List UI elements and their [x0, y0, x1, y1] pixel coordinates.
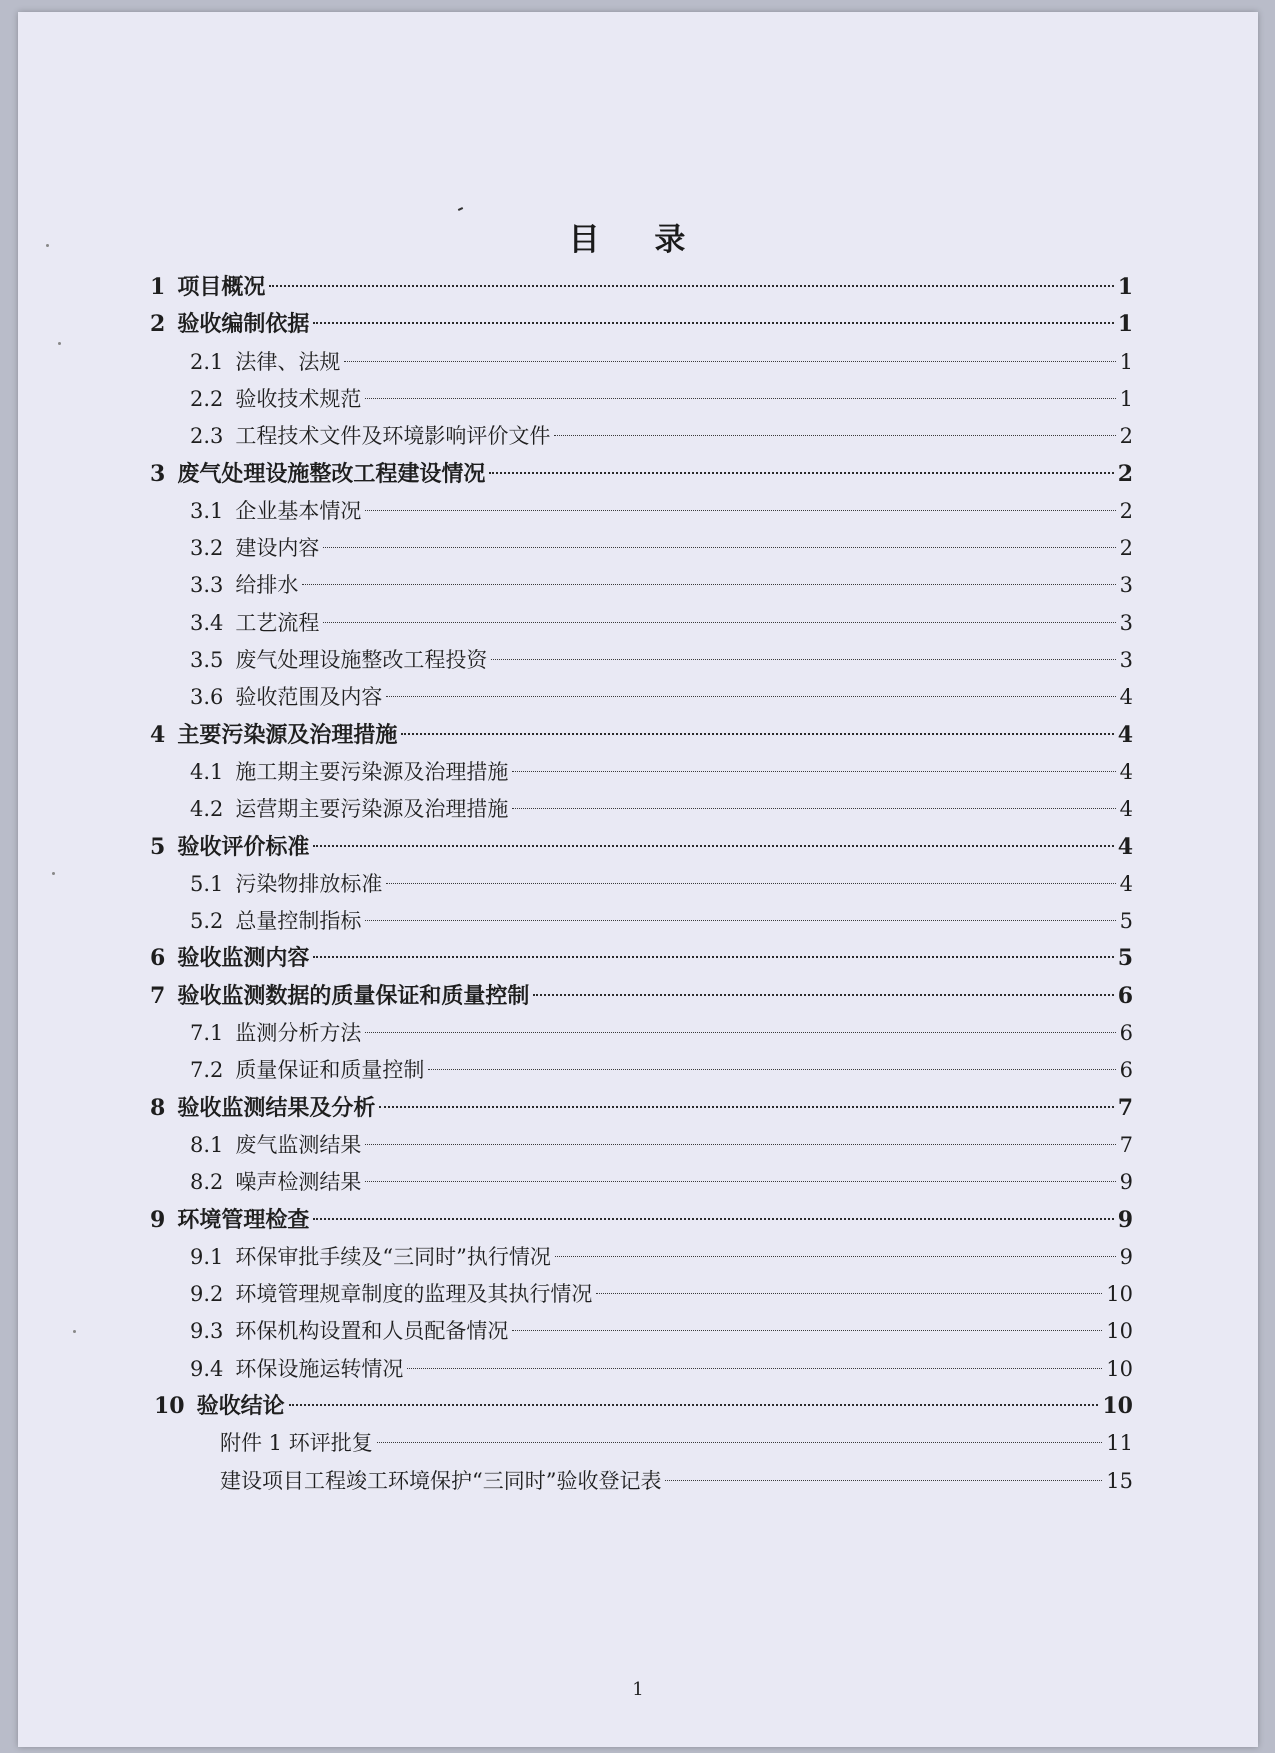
toc-entry-page: 2	[1117, 461, 1133, 487]
toc-entry-number: 4.1	[190, 760, 224, 784]
toc-entry-number: 2	[150, 311, 166, 337]
toc-entry	[190, 1016, 1133, 1050]
toc-entry-number: 9.3	[190, 1319, 224, 1343]
toc-entry-page: 3	[1119, 648, 1133, 672]
toc-entry-number: 3.2	[190, 536, 224, 560]
toc-entry-number: 9	[150, 1207, 166, 1233]
dot-leader	[512, 771, 1115, 772]
dot-leader	[512, 1330, 1102, 1331]
toc-entry-label: 建设内容	[235, 536, 320, 560]
toc-entry-label: 污染物排放标准	[235, 872, 383, 896]
toc-entry-number: 2.3	[190, 424, 224, 448]
toc-title: 目 录	[568, 222, 708, 258]
toc-entry	[190, 643, 1133, 677]
toc-entry-number: 4	[150, 722, 166, 748]
toc-entry	[190, 1314, 1133, 1348]
toc-entry-number: 6	[150, 945, 166, 971]
toc-entry-label: 运营期主要污染源及治理措施	[235, 797, 509, 821]
dot-leader	[323, 622, 1115, 623]
toc-entry-label: 总量控制指标	[235, 909, 362, 933]
toc-entry-label: 废气处理设施整改工程建设情况	[177, 461, 486, 487]
toc-entry-label: 工程技术文件及环境影响评价文件	[235, 424, 551, 448]
dot-leader	[386, 696, 1115, 697]
toc-entry-number: 10	[154, 1393, 185, 1419]
toc-entry-label: 给排水	[235, 573, 299, 597]
toc-entry-number: 4.2	[190, 797, 224, 821]
dot-leader	[533, 994, 1113, 996]
toc-entry	[150, 1203, 1133, 1237]
toc-entry-label: 废气监测结果	[235, 1133, 362, 1157]
toc-entry-page: 1	[1117, 274, 1133, 300]
toc-entry-label: 环保设施运转情况	[235, 1357, 404, 1381]
toc-entry-page: 3	[1119, 573, 1133, 597]
toc-entry-page: 10	[1102, 1393, 1133, 1419]
dot-leader	[491, 659, 1115, 660]
toc-entry-number: 7.2	[190, 1058, 224, 1082]
toc-entry-page: 9	[1119, 1170, 1133, 1194]
toc-entry	[150, 941, 1133, 975]
toc-entry	[190, 792, 1133, 826]
dot-leader	[386, 883, 1115, 884]
toc-entry	[190, 531, 1133, 565]
toc-entry-number: 8	[150, 1095, 166, 1121]
dot-leader	[302, 584, 1115, 585]
scan-speck	[58, 342, 61, 345]
dot-leader	[555, 1256, 1116, 1257]
toc-entry-label: 环境管理检查	[177, 1207, 310, 1233]
dot-leader	[489, 472, 1113, 474]
toc-entry-page: 6	[1117, 983, 1133, 1009]
toc-entry-number: 3.5	[190, 648, 224, 672]
toc-entry-page: 3	[1119, 611, 1133, 635]
toc-entry-page: 1	[1119, 350, 1133, 374]
toc-entry-label: 质量保证和质量控制	[235, 1058, 425, 1082]
toc-entry-page: 2	[1119, 499, 1133, 523]
dot-leader	[428, 1069, 1115, 1070]
toc-entry-number: 5.1	[190, 872, 224, 896]
dot-leader	[512, 808, 1115, 809]
toc-entry	[190, 1053, 1133, 1087]
toc-entry-label: 附件 1 环评批复	[220, 1431, 373, 1455]
toc-entry-page: 4	[1119, 797, 1133, 821]
toc-entry-label: 环境管理规章制度的监理及其执行情况	[235, 1282, 593, 1306]
toc-entry-label: 噪声检测结果	[235, 1170, 362, 1194]
toc-entry-label: 环保机构设置和人员配备情况	[235, 1319, 509, 1343]
toc-entry-number: 9.1	[190, 1245, 224, 1269]
toc-entry-label: 废气处理设施整改工程投资	[235, 648, 488, 672]
table-of-contents	[18, 12, 1258, 1747]
dot-leader	[554, 435, 1115, 436]
dot-leader	[365, 920, 1115, 921]
toc-entry-label: 验收结论	[196, 1393, 285, 1419]
scan-speck	[52, 872, 55, 875]
toc-entry	[220, 1464, 1133, 1498]
toc-entry-label: 企业基本情况	[235, 499, 362, 523]
dot-leader	[365, 398, 1115, 399]
dot-leader	[665, 1480, 1102, 1481]
toc-entry-label: 验收监测数据的质量保证和质量控制	[177, 983, 530, 1009]
toc-entry-page: 6	[1119, 1021, 1133, 1045]
toc-entry-number: 9.4	[190, 1357, 224, 1381]
dot-leader	[344, 361, 1115, 362]
toc-entry	[190, 494, 1133, 528]
toc-entry-page: 9	[1117, 1207, 1133, 1233]
toc-entry	[150, 1091, 1133, 1125]
toc-entry-page: 9	[1119, 1245, 1133, 1269]
scan-speck	[73, 1330, 76, 1333]
toc-entry-page: 4	[1119, 685, 1133, 709]
toc-entry	[190, 1277, 1133, 1311]
dot-leader	[313, 845, 1113, 847]
dot-leader	[377, 1442, 1103, 1443]
dot-leader	[365, 1181, 1115, 1182]
toc-entry-number: 1	[150, 274, 166, 300]
scan-speck	[46, 244, 49, 247]
toc-entry-page: 2	[1119, 424, 1133, 448]
toc-entry-number: 5	[150, 834, 166, 860]
document-page	[18, 12, 1258, 1747]
toc-entry	[190, 1128, 1133, 1162]
dot-leader	[379, 1106, 1113, 1108]
toc-entry-label: 项目概况	[177, 274, 266, 300]
toc-entry-page: 7	[1119, 1133, 1133, 1157]
toc-entry	[154, 1389, 1133, 1423]
toc-entry-label: 建设项目工程竣工环境保护“三同时”验收登记表	[220, 1469, 662, 1493]
toc-entry	[190, 1240, 1133, 1274]
toc-entry-label: 环保审批手续及“三同时”执行情况	[235, 1245, 551, 1269]
toc-entry-label: 施工期主要污染源及治理措施	[235, 760, 509, 784]
toc-entry	[190, 1352, 1133, 1386]
toc-entry	[150, 457, 1133, 491]
dot-leader	[365, 1032, 1115, 1033]
toc-entry-label: 主要污染源及治理措施	[177, 722, 398, 748]
toc-entry-page: 15	[1106, 1469, 1133, 1493]
toc-entry-page: 2	[1119, 536, 1133, 560]
toc-entry-page: 5	[1119, 909, 1133, 933]
dot-leader	[365, 510, 1115, 511]
toc-entry-number: 8.1	[190, 1133, 224, 1157]
dot-leader	[313, 1218, 1113, 1220]
toc-entry-number: 3.6	[190, 685, 224, 709]
toc-entry	[190, 755, 1133, 789]
toc-entry	[150, 979, 1133, 1013]
toc-entry-label: 监测分析方法	[235, 1021, 362, 1045]
toc-entry	[190, 382, 1133, 416]
toc-entry-number: 2.1	[190, 350, 224, 374]
toc-entry	[190, 345, 1133, 379]
toc-entry	[190, 568, 1133, 602]
toc-entry-number: 3	[150, 461, 166, 487]
dot-leader	[269, 285, 1113, 287]
toc-entry-number: 7	[150, 983, 166, 1009]
toc-entry-page: 1	[1119, 387, 1133, 411]
dot-leader	[313, 956, 1113, 958]
toc-entry-number: 8.2	[190, 1170, 224, 1194]
toc-entry-number: 3.3	[190, 573, 224, 597]
toc-entry-label: 法律、法规	[235, 350, 341, 374]
toc-entry-page: 5	[1117, 945, 1133, 971]
toc-entry-label: 工艺流程	[235, 611, 320, 635]
toc-entry	[190, 904, 1133, 938]
toc-entry-number: 7.1	[190, 1021, 224, 1045]
toc-entry	[220, 1426, 1133, 1460]
toc-entry-page: 7	[1117, 1095, 1133, 1121]
toc-entry-page: 1	[1117, 311, 1133, 337]
toc-entry-page: 6	[1119, 1058, 1133, 1082]
dot-leader	[323, 547, 1115, 548]
toc-entry	[190, 606, 1133, 640]
toc-entry-page: 10	[1106, 1357, 1133, 1381]
toc-entry-number: 2.2	[190, 387, 224, 411]
toc-entry-number: 3.4	[190, 611, 224, 635]
toc-entry	[190, 867, 1133, 901]
toc-entry-number: 5.2	[190, 909, 224, 933]
dot-leader	[365, 1144, 1115, 1145]
toc-entry-page: 11	[1106, 1431, 1133, 1455]
dot-leader	[313, 322, 1113, 324]
dot-leader	[596, 1293, 1102, 1294]
toc-entry	[190, 419, 1133, 453]
toc-entry	[150, 270, 1133, 304]
toc-entry-page: 4	[1117, 722, 1133, 748]
toc-entry	[190, 1165, 1133, 1199]
dot-leader	[407, 1368, 1102, 1369]
toc-entry-page: 10	[1106, 1319, 1133, 1343]
toc-entry-page: 4	[1119, 760, 1133, 784]
toc-entry-number: 3.1	[190, 499, 224, 523]
toc-entry-label: 验收范围及内容	[235, 685, 383, 709]
toc-entry	[150, 830, 1133, 864]
toc-entry-page: 10	[1106, 1282, 1133, 1306]
toc-entry-label: 验收监测结果及分析	[177, 1095, 376, 1121]
toc-entry-page: 4	[1117, 834, 1133, 860]
page-number: 1	[632, 1679, 644, 1700]
toc-entry-label: 验收评价标准	[177, 834, 310, 860]
toc-entry-label: 验收技术规范	[235, 387, 362, 411]
toc-entry-label: 验收编制依据	[177, 311, 310, 337]
toc-entry-label: 验收监测内容	[177, 945, 310, 971]
toc-entry-number: 9.2	[190, 1282, 224, 1306]
dot-leader	[289, 1404, 1099, 1406]
toc-entry	[150, 718, 1133, 752]
toc-entry	[150, 307, 1133, 341]
toc-entry	[190, 680, 1133, 714]
toc-entry-page: 4	[1119, 872, 1133, 896]
dot-leader	[401, 733, 1113, 735]
